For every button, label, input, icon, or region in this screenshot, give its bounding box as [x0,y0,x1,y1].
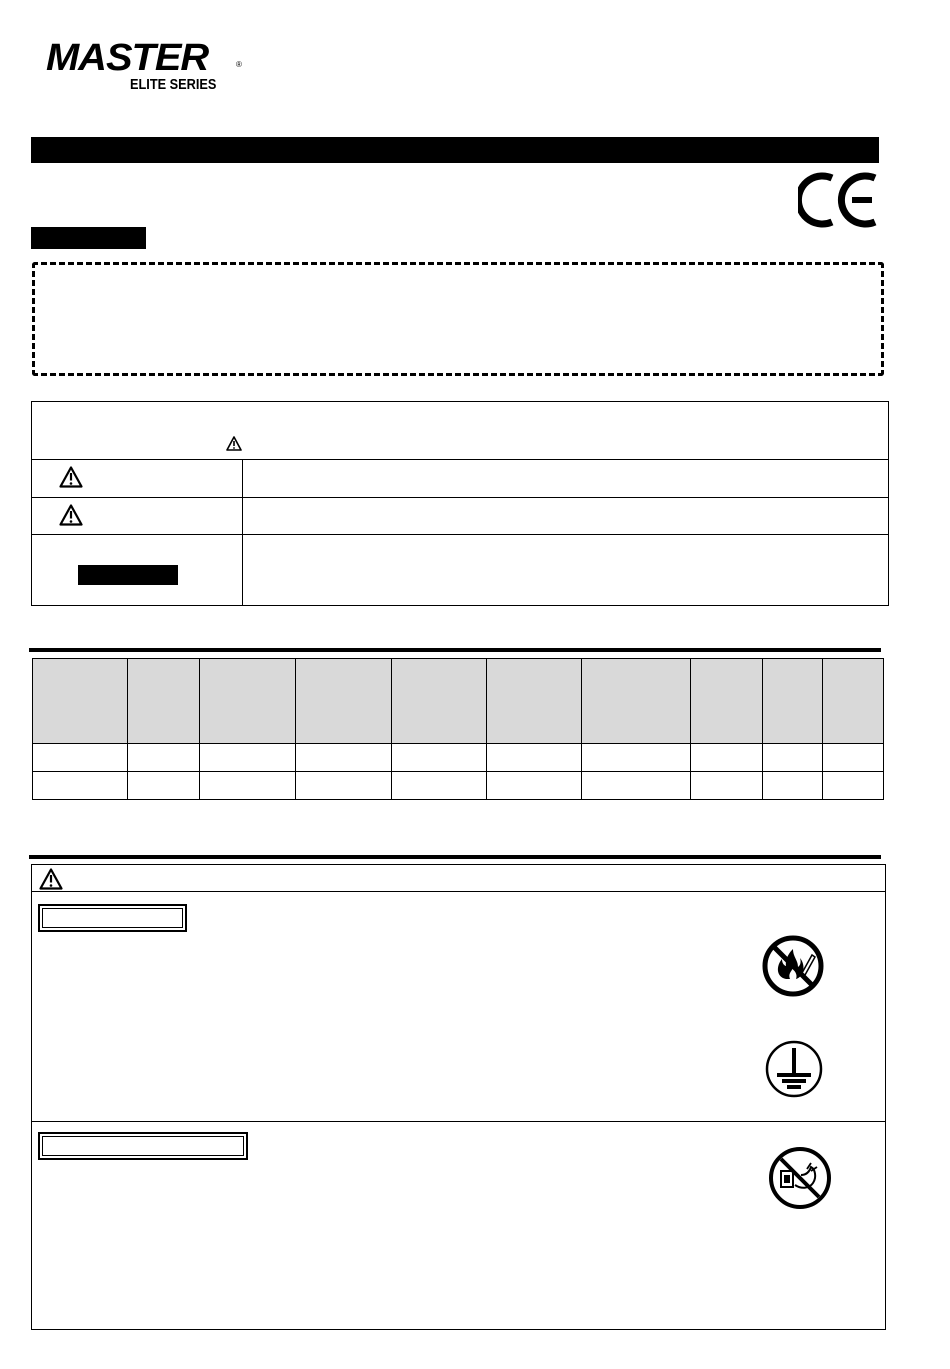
section-rule [29,855,881,859]
logo-wordmark: MASTER [46,37,209,79]
safety-instructions-box [31,864,886,1330]
spec-cell [200,744,296,772]
spec-header-cell [823,659,884,744]
signal-word-table [31,401,889,606]
safety-header [32,865,885,892]
spec-table-header-row [33,659,884,744]
spec-header-cell [763,659,823,744]
warning-triangle-icon [59,504,83,526]
no-open-flame-icon [760,933,826,999]
spec-cell [823,772,884,800]
spec-cell [128,772,200,800]
spec-cell [392,744,487,772]
logo-series-name: ELITE SERIES [130,76,217,93]
spec-cell [200,772,296,800]
subsection-label-frame [38,1132,248,1160]
spec-cell [487,744,582,772]
spec-header-cell [582,659,691,744]
document-title-bar [31,137,879,163]
spec-header-cell [200,659,296,744]
section-rule [29,648,881,652]
spec-cell [128,744,200,772]
brand-logo [46,38,246,96]
warning-triangle-icon [39,868,63,890]
spec-header-cell [296,659,392,744]
protective-ground-icon [764,1039,824,1099]
spec-cell [691,744,763,772]
spec-cell [582,744,691,772]
spec-cell [296,744,392,772]
table-row [33,744,884,772]
signal-table-divider [242,460,243,606]
spec-cell [823,744,884,772]
spec-cell [691,772,763,800]
spec-header-cell [33,659,128,744]
spec-cell [33,744,128,772]
spec-cell [763,772,823,800]
specifications-table [32,658,884,800]
subsection-label-frame [38,904,187,932]
spec-cell [582,772,691,800]
safety-section-divider [32,1121,885,1122]
spec-cell [296,772,392,800]
do-not-touch-icon [767,1145,833,1211]
spec-header-cell [487,659,582,744]
spec-cell [487,772,582,800]
warning-triangle-icon [226,436,242,451]
notice-box [32,262,884,376]
spec-cell [763,744,823,772]
signal-table-header [32,402,888,460]
spec-cell [33,772,128,800]
section-label-bar [31,227,146,249]
spec-header-cell [691,659,763,744]
signal-row-danger [32,460,888,498]
table-row [33,772,884,800]
warning-triangle-icon [59,466,83,488]
signal-row-warning [32,498,888,535]
ce-mark-icon [798,170,880,230]
spec-cell [392,772,487,800]
spec-header-cell [128,659,200,744]
notice-label-bar [78,565,178,585]
signal-row-notice [32,535,888,606]
registered-mark: ® [236,60,242,69]
spec-header-cell [392,659,487,744]
